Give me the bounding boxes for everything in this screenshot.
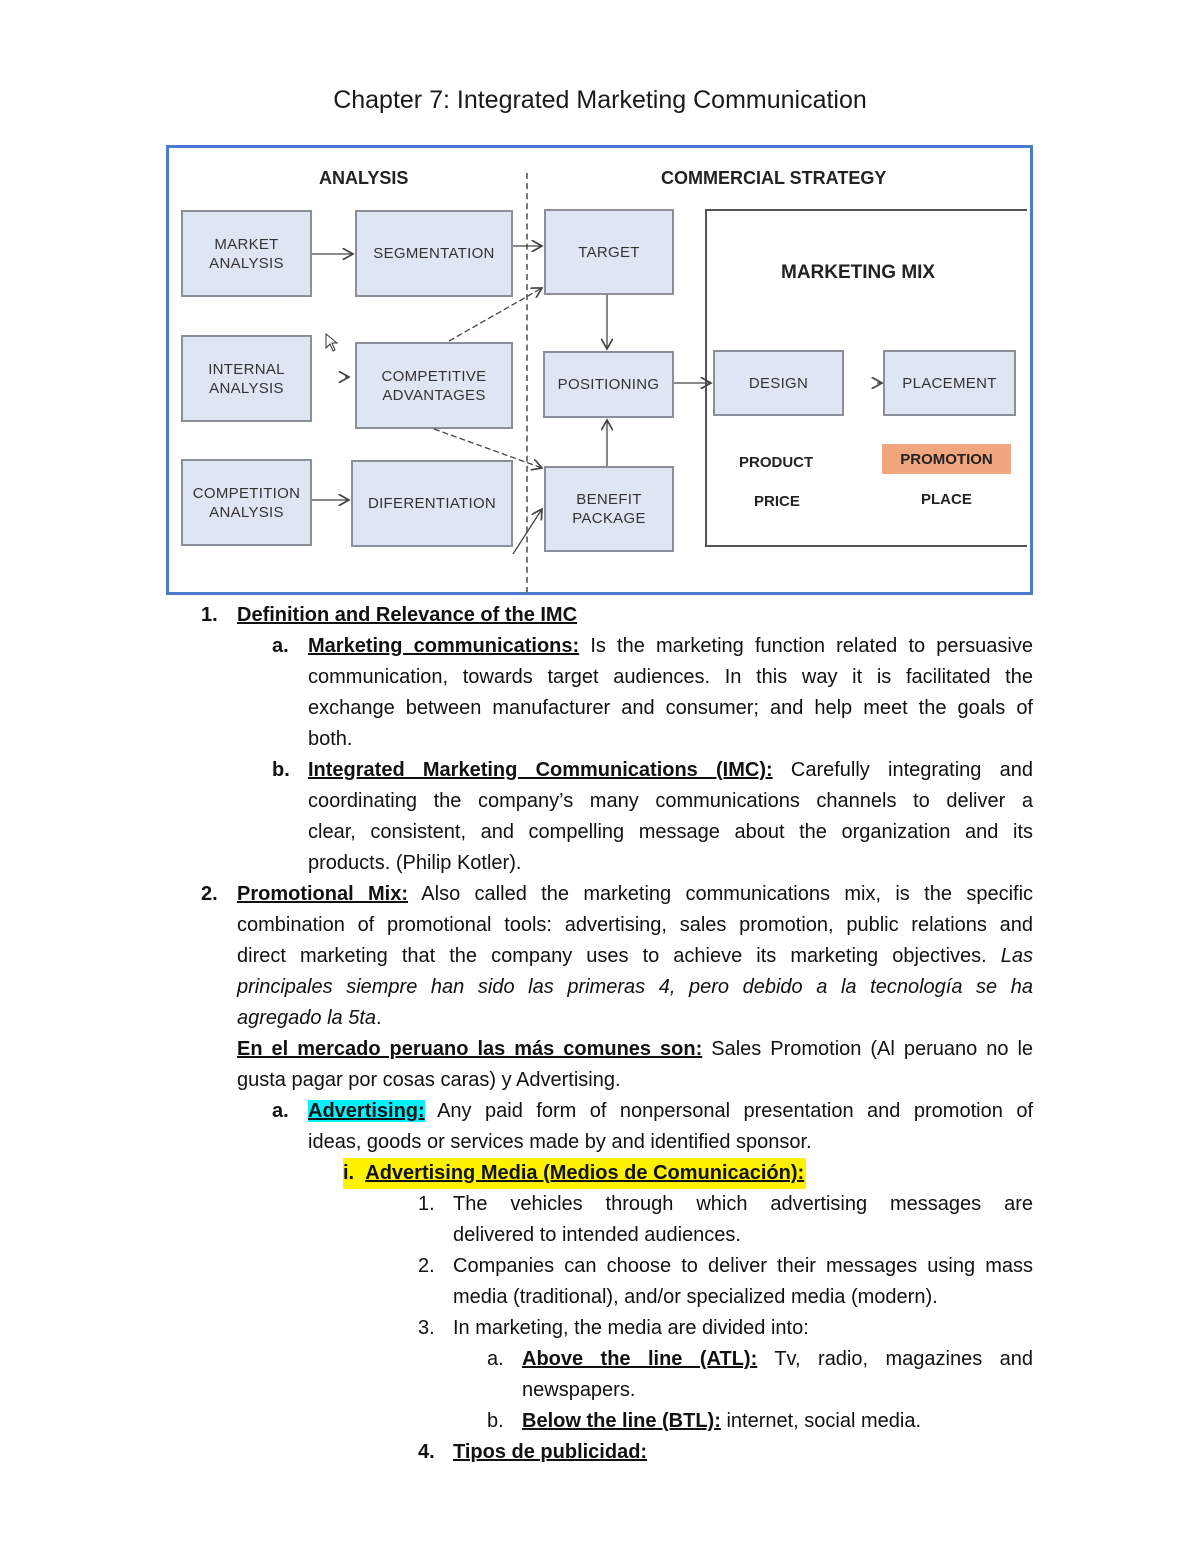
paragraph-line: both. bbox=[308, 728, 353, 750]
highlighted-subheading: i. Advertising Media (Medios de Comunicación): bbox=[343, 1158, 806, 1189]
paragraph-line: coordinating the company’s many communications channels to deliver a bbox=[308, 790, 1033, 812]
paragraph-line: delivered to intended audiences. bbox=[453, 1224, 741, 1246]
paragraph-line: Integrated Marketing Communications (IMC): Carefully integrating and bbox=[308, 759, 1033, 781]
label-price: PRICE bbox=[754, 493, 800, 510]
analysis-header: ANALYSIS bbox=[319, 168, 409, 188]
list-marker: 4. bbox=[418, 1441, 435, 1463]
label-product: PRODUCT bbox=[739, 454, 814, 471]
list-marker: 1. bbox=[201, 604, 218, 626]
paragraph-line: Tipos de publicidad: bbox=[453, 1441, 648, 1463]
list-marker: b. bbox=[487, 1410, 504, 1432]
list-marker: 2. bbox=[418, 1255, 435, 1277]
paragraph-line: direct marketing that the company uses to achieve its marketing objectives. Las bbox=[237, 945, 1034, 967]
box-target: TARGET bbox=[544, 209, 674, 295]
paragraph-line: Above the line (ATL): Tv, radio, magazines and bbox=[522, 1348, 1034, 1370]
box-positioning: POSITIONING bbox=[543, 351, 674, 418]
section-heading: Definition and Relevance of the IMC bbox=[237, 604, 578, 626]
paragraph-line: gusta pagar por cosas caras) y Advertising. bbox=[237, 1069, 621, 1091]
page-title: Chapter 7: Integrated Marketing Communication bbox=[333, 86, 867, 114]
paragraph-line: clear, consistent, and compelling message about the organization and its bbox=[308, 821, 1033, 843]
box-placement: PLACEMENT bbox=[883, 350, 1016, 416]
label-place: PLACE bbox=[921, 491, 972, 508]
box-design: DESIGN bbox=[713, 350, 844, 416]
paragraph-line: principales siempre han sido las primeras 4, pero debido a la tecnología se ha bbox=[237, 976, 1033, 998]
box-market-analysis: MARKET ANALYSIS bbox=[181, 210, 312, 297]
arrow-advantages-to-benefit bbox=[434, 429, 542, 468]
list-marker: a. bbox=[487, 1348, 504, 1370]
paragraph-line: combination of promotional tools: advertising, sales promotion, public relations and bbox=[237, 914, 1033, 936]
box-competitive-advantages: COMPETITIVE ADVANTAGES bbox=[355, 342, 513, 429]
box-segmentation: SEGMENTATION bbox=[355, 210, 513, 297]
arrow-advantages-to-target bbox=[449, 288, 542, 341]
paragraph-line: Companies can choose to deliver their messages using mass bbox=[453, 1255, 1033, 1277]
diagram-arrows bbox=[169, 148, 1036, 598]
paragraph-line: media (traditional), and/or specialized media (modern). bbox=[453, 1286, 938, 1308]
paragraph-line: newspapers. bbox=[522, 1379, 636, 1401]
paragraph-line: exchange between manufacturer and consumer; and help meet the goals of bbox=[308, 697, 1033, 719]
paragraph-line: Advertising: Any paid form of nonpersonal presentation and promotion of bbox=[308, 1100, 1033, 1122]
commercial-strategy-header: COMMERCIAL STRATEGY bbox=[661, 168, 887, 188]
paragraph-line: Promotional Mix: Also called the marketing communications mix, is the specific bbox=[237, 883, 1034, 905]
cursor-icon bbox=[326, 334, 337, 351]
box-internal-analysis: INTERNAL ANALYSIS bbox=[181, 335, 312, 422]
box-competition-analysis: COMPETITION ANALYSIS bbox=[181, 459, 312, 546]
paragraph-line: En el mercado peruano las más comunes son: Sales Promotion (Al peruano no le bbox=[237, 1038, 1034, 1060]
list-marker: b. bbox=[272, 759, 290, 781]
list-marker: a. bbox=[272, 635, 289, 657]
marketing-mix-title: MARKETING MIX bbox=[781, 262, 936, 283]
paragraph-line: ideas, goods or services made by and identified sponsor. bbox=[308, 1131, 812, 1153]
paragraph-line: communication, towards target audiences. In this way it is facilitated the bbox=[308, 666, 1033, 688]
list-marker: 1. bbox=[418, 1193, 435, 1215]
label-promotion: PROMOTION bbox=[882, 444, 1011, 474]
box-benefit-package: BENEFIT PACKAGE bbox=[544, 466, 674, 552]
paragraph-line: Below the line (BTL): internet, social media. bbox=[522, 1410, 921, 1432]
paragraph-line: In marketing, the media are divided into: bbox=[453, 1317, 809, 1339]
list-marker: 3. bbox=[418, 1317, 435, 1339]
paragraph-line: Marketing communications: Is the marketing function related to persuasive bbox=[308, 635, 1033, 657]
paragraph-line: products. (Philip Kotler). bbox=[308, 852, 522, 874]
paragraph-line: The vehicles through which advertising messages are bbox=[453, 1193, 1033, 1215]
arrow-diff-to-benefit bbox=[513, 509, 542, 554]
imc-diagram bbox=[166, 145, 1033, 595]
paragraph-line: agregado la 5ta. bbox=[237, 1007, 382, 1029]
box-differentiation: DIFERENTIATION bbox=[351, 460, 513, 547]
list-marker: a. bbox=[272, 1100, 289, 1122]
list-marker: 2. bbox=[201, 883, 218, 905]
